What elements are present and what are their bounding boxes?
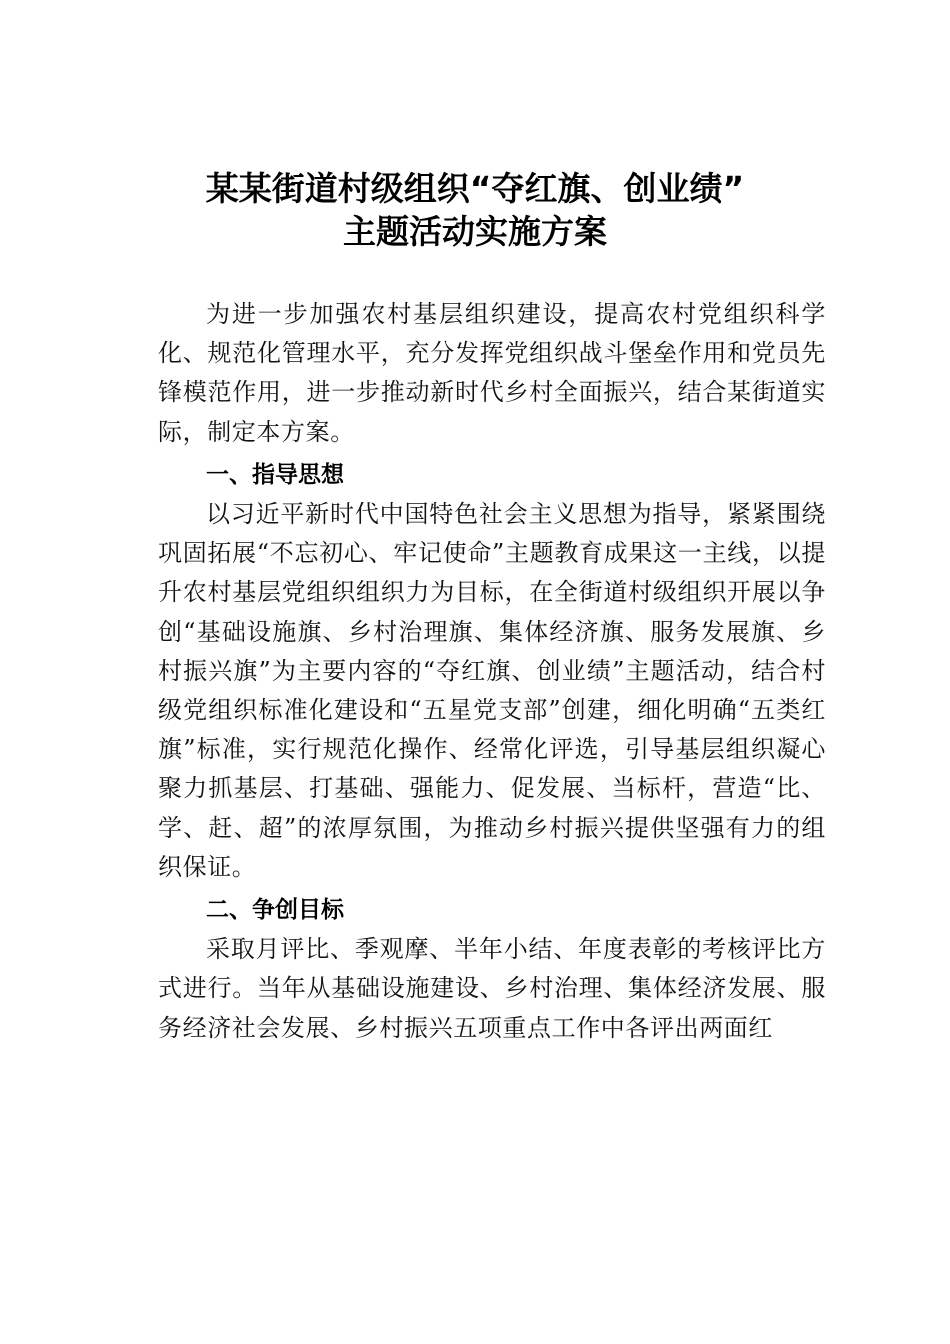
document-title-line-1: 某某街道村级组织“夺红旗、创业绩” (205, 169, 745, 208)
document-title-line-2: 主题活动实施方案 (343, 212, 607, 251)
section-paragraph-goals: 采取月评比、季观摩、半年小结、年度表彰的考核评比方式进行。当年从基础设施建设、乡村治理、集体经济发展、服务经济社会发展、乡村振兴五项重点工作中各评出两面红 (158, 935, 826, 1042)
section-paragraph-guiding-thought: 以习近平新时代中国特色社会主义思想为指导，紧紧围绕巩固拓展“不忘初心、牢记使命”主题教育成果这一主线，以提升农村基层党组织组织力为目标，在全街道村级组织开展以争创“基础设施旗、乡村治理旗、集体经济旗、服务发展旗、乡村振兴旗”为主要内容的“夺红旗、创业绩”主题活动，结合村级党组织标准化建设和“五星党支部”创建，细化明确“五类红旗”标准，实行规范化操作、经常化评选，引导基层组织凝心聚力抓基层、打基础、强能力、促发展、当标杆，营造“比、学、赶、超”的浓厚氛围，为推动乡村振兴提供坚强有力的组织保证。 (158, 500, 826, 881)
document-body (158, 295, 826, 1048)
intro-paragraph: 为进一步加强农村基层组织建设，提高农村党组织科学化、规范化管理水平，充分发挥党组织战斗堡垒作用和党员先锋模范作用，进一步推动新时代乡村全面振兴，结合某街道实际，制定本方案。 (158, 300, 826, 446)
section-heading-guiding-thought: 一、指导思想 (206, 461, 344, 488)
section-heading-goals: 二、争创目标 (206, 897, 344, 924)
